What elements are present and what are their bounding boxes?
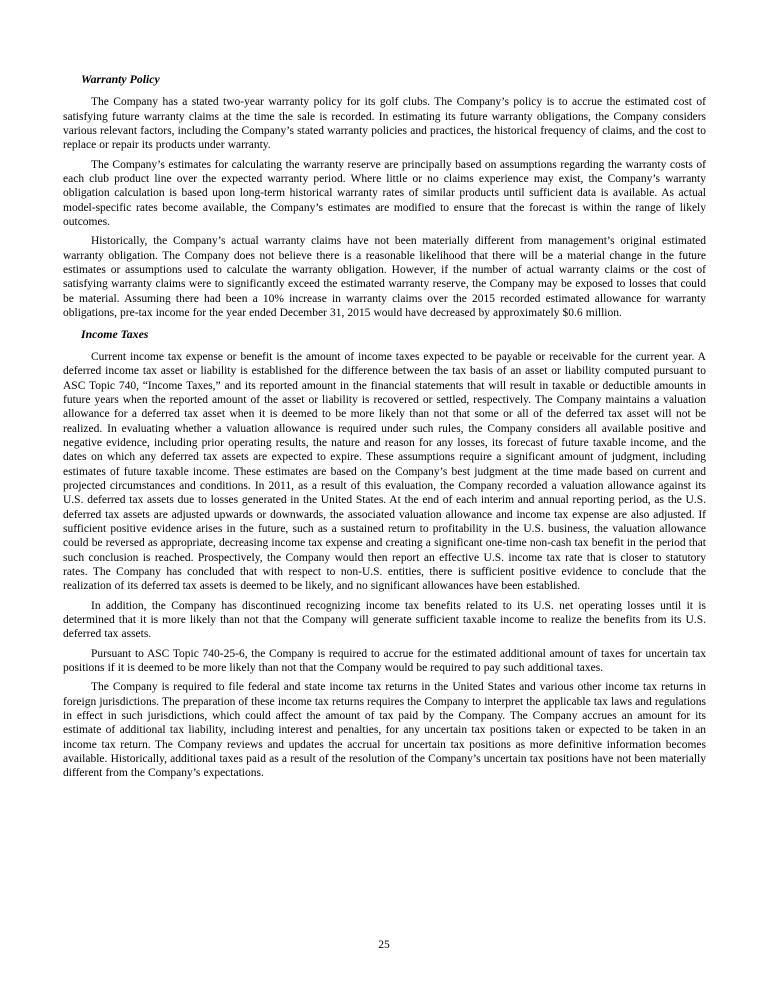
paragraph-warranty-2: The Company’s estimates for calculating the warranty reserve are principally based on assumptions regarding the warranty costs of each club product line over the expected warranty period. Where little or no claims experience may exist, the Company’s warranty obligation calculation is based upon long-term historical warranty rates of similar products until sufficient data is available. As actual model-specific rates become available, the Company’s estimates are modified to ensure that the forecast is within the range of likely outcomes. xyxy=(63,158,706,229)
section-income-taxes xyxy=(63,321,706,781)
section-warranty-policy xyxy=(63,72,706,321)
paragraph-income-taxes-1: Current income tax expense or benefit is the amount of income taxes expected to be payable or receivable for the current year. A deferred income tax asset or liability is established for the difference between the tax basis of an asset or liability computed pursuant to ASC Topic 740, “Income Taxes,” and its reported amount in the financial statements that will result in taxable or deductible amounts in future years when the reported amount of the asset or liability is recovered or settled, respectively. The Company maintains a valuation allowance for a deferred tax asset when it is deemed to be more likely than not that some or all of the deferred tax asset will not be realized. In evaluating whether a valuation allowance is required under such rules, the Company considers all available positive and negative evidence, including prior operating results, the nature and reason for any losses, its forecast of future taxable income, and the dates on which any deferred tax assets are expected to expire. These assumptions require a significant amount of judgment, including estimates of future taxable income. These estimates are based on the Company’s best judgment at the time made based on current and projected circumstances and conditions. In 2011, as a result of this evaluation, the Company recorded a valuation allowance against its U.S. deferred tax assets due to losses generated in the United States. At the end of each interim and annual reporting period, as the U.S. deferred tax assets are adjusted upwards or downwards, the associated valuation allowance and income tax expense are also adjusted. If sufficient positive evidence arises in the future, such as a sustained return to profitability in the U.S. business, the valuation allowance could be reversed as appropriate, decreasing income tax expense and creating a significant one-time non-cash tax benefit in the period that such conclusion is reached. Prospectively, the Company would then report an effective U.S. income tax rate that is closer to statutory rates. The Company has concluded that with respect to non-U.S. entities, there is sufficient positive evidence to conclude that the realization of its deferred tax assets is deemed to be likely, and no significant allowances have been established. xyxy=(63,350,706,593)
section-heading-income-taxes: Income Taxes xyxy=(81,326,149,341)
paragraph-warranty-3: Historically, the Company’s actual warranty claims have not been materially different from management’s original estimated warranty obligation. The Company does not believe there is a reasonable likelihood that there will be a material change in the future estimates or assumptions used to calculate the warranty obligation. However, if the number of actual warranty claims or the cost of satisfying warranty claims were to significantly exceed the estimated warranty reserve, the Company may be exposed to losses that could be material. Assuming there had been a 10% increase in warranty claims over the 2015 recorded estimated allowance for warranty obligations, pre-tax income for the year ended December 31, 2015 would have decreased by approximately $0.6 million. xyxy=(63,235,706,320)
paragraph-income-taxes-4: The Company is required to file federal and state income tax returns in the United States and various other income tax returns in foreign jurisdictions. The preparation of these income tax returns requires the Company to interpret the applicable tax laws and regulations in effect in such jurisdictions, which could affect the amount of tax paid by the Company. The Company accrues an amount for its estimate of additional tax liability, including interest and penalties, for any uncertain tax positions taken or expected to be taken in an income tax return. The Company reviews and updates the accrual for uncertain tax positions as more definitive information becomes available. Historically, additional taxes paid as a result of the resolution of the Company’s uncertain tax positions have not been materially different from the Company’s expectations. xyxy=(63,681,706,780)
paragraph-warranty-1: The Company has a stated two-year warranty policy for its golf clubs. The Company’s policy is to accrue the estimated cost of satisfying future warranty claims at the time the sale is recorded. In estimating its future warranty obligations, the Company considers various relevant factors, including the Company’s stated warranty policies and practices, the historical frequency of claims, and the cost to replace or repair its products under warranty. xyxy=(63,96,706,152)
paragraph-income-taxes-3: Pursuant to ASC Topic 740-25-6, the Company is required to accrue for the estimated additional amount of taxes for uncertain tax positions if it is deemed to be more likely than not that the Company would be required to pay such additional taxes. xyxy=(63,647,706,675)
paragraph-income-taxes-2: In addition, the Company has discontinued recognizing income tax benefits related to its U.S. net operating losses until it is determined that it is more likely than not that the Company will generate sufficient taxable income to realize the benefits from its U.S. deferred tax assets. xyxy=(63,599,706,641)
section-heading-warranty-policy: Warranty Policy xyxy=(81,72,160,86)
page-number: 25 xyxy=(378,938,390,951)
